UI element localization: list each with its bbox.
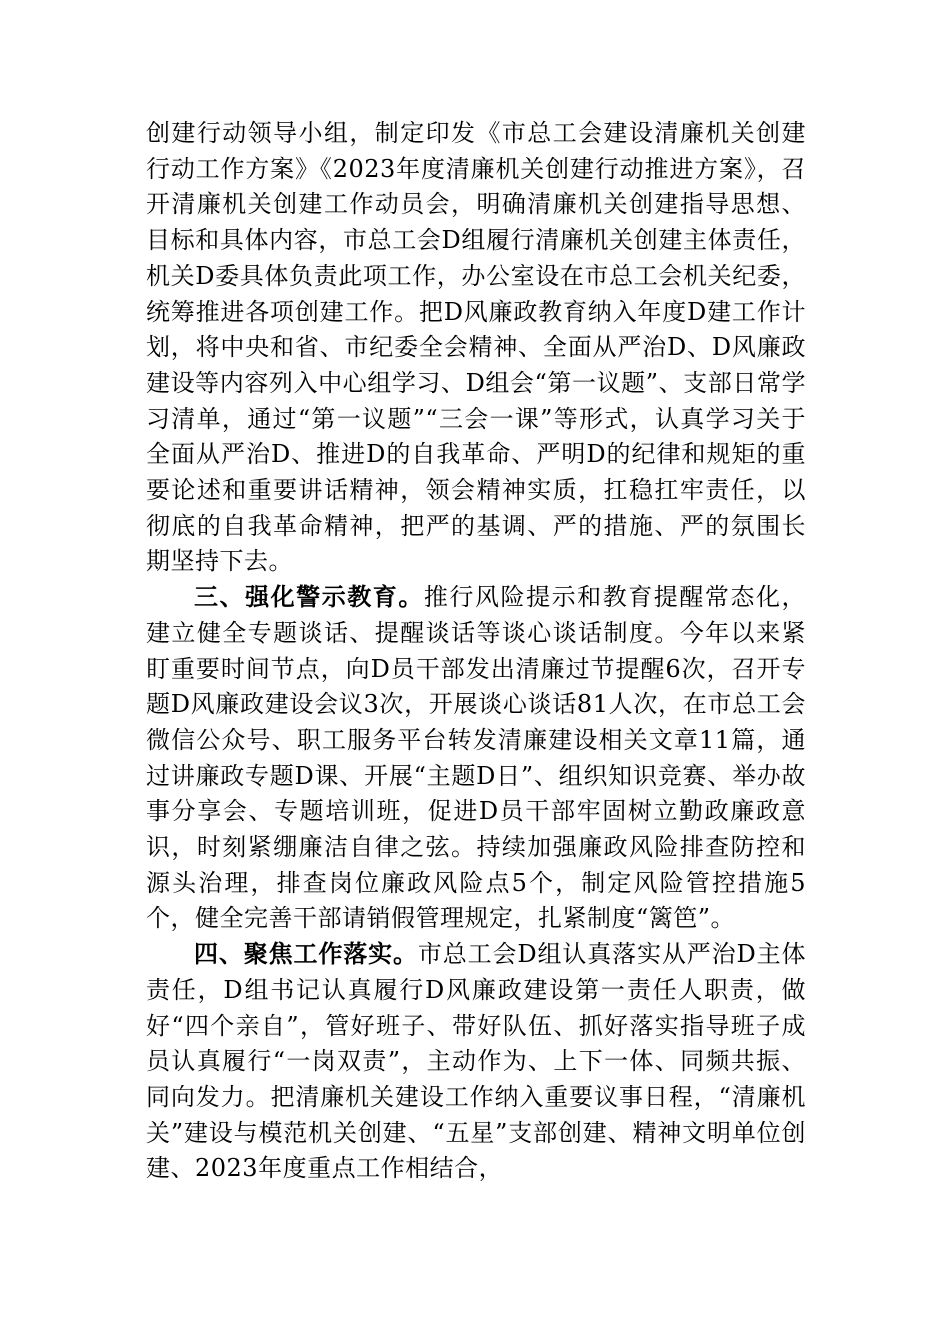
paragraph-section-three — [146, 580, 806, 937]
paragraph-section-four — [146, 937, 806, 1187]
paragraph-text: 创建行动领导小组，制定印发《市总工会建设清廉机关创建行动工作方案》《2023年度清廉机关创建行动推进方案》，召开清廉机关创建工作动员会，明确清廉机关创建指导思想、目标和具体内容，市总工会D组履行清廉机关创建主体责任，机关D委具体负责此项工作，办公室设在市总工会机关纪委，统筹推进各项创建工作。把D风廉政教育纳入年度D建工作计划，将中央和省、市纪委全会精神、全面从严治D、D风廉政建设等内容列入中心组学习、D组会“第一议题”、支部日常学习清单，通过“第一议题”“三会一课”等形式，认真学习关于全面从严治D、推进D的自我革命、严明D的纪律和规矩的重要论述和重要讲话精神，领会精神实质，扛稳扛牢责任，以彻底的自我革命精神，把严的基调、严的措施、严的氛围长期坚持下去。 — [146, 119, 806, 576]
paragraph-text: 市总工会D组认真落实从严治D主体责任，D组书记认真履行D风廉政建设第一责任人职责，做好“四个亲自”，管好班子、带好队伍、抓好落实指导班子成员认真履行“一岗双责”，主动作为、上下一体、同频共振、同向发力。把清廉机关建设工作纳入重要议事日程，“清廉机关”建设与模范机关创建、“五星”支部创建、精神文明单位创建、2023年度重点工作相结合， — [146, 940, 807, 1183]
section-heading: 四、聚焦工作落实。 — [194, 940, 418, 969]
section-heading: 三、强化警示教育。 — [194, 583, 424, 612]
document-page — [146, 116, 806, 1187]
paragraph-continuation — [146, 116, 806, 580]
paragraph-text: 推行风险提示和教育提醒常态化，建立健全专题谈话、提醒谈话等谈心谈话制度。今年以来紧盯重要时间节点，向D员干部发出清廉过节提醒6次，召开专题D风廉政建设会议3次，开展谈心谈话81人次，在市总工会微信公众号、职工服务平台转发清廉建设相关文章11篇，通过讲廉政专题D课、开展“主题D日”、组织知识竞赛、举办故事分享会、专题培训班，促进D员干部牢固树立勤政廉政意识，时刻紧绷廉洁自律之弦。持续加强廉政风险排查防控和源头治理，排查岗位廉政风险点5个，制定风险管控措施5个，健全完善干部请销假管理规定，扎紧制度“篱笆”。 — [146, 583, 806, 933]
